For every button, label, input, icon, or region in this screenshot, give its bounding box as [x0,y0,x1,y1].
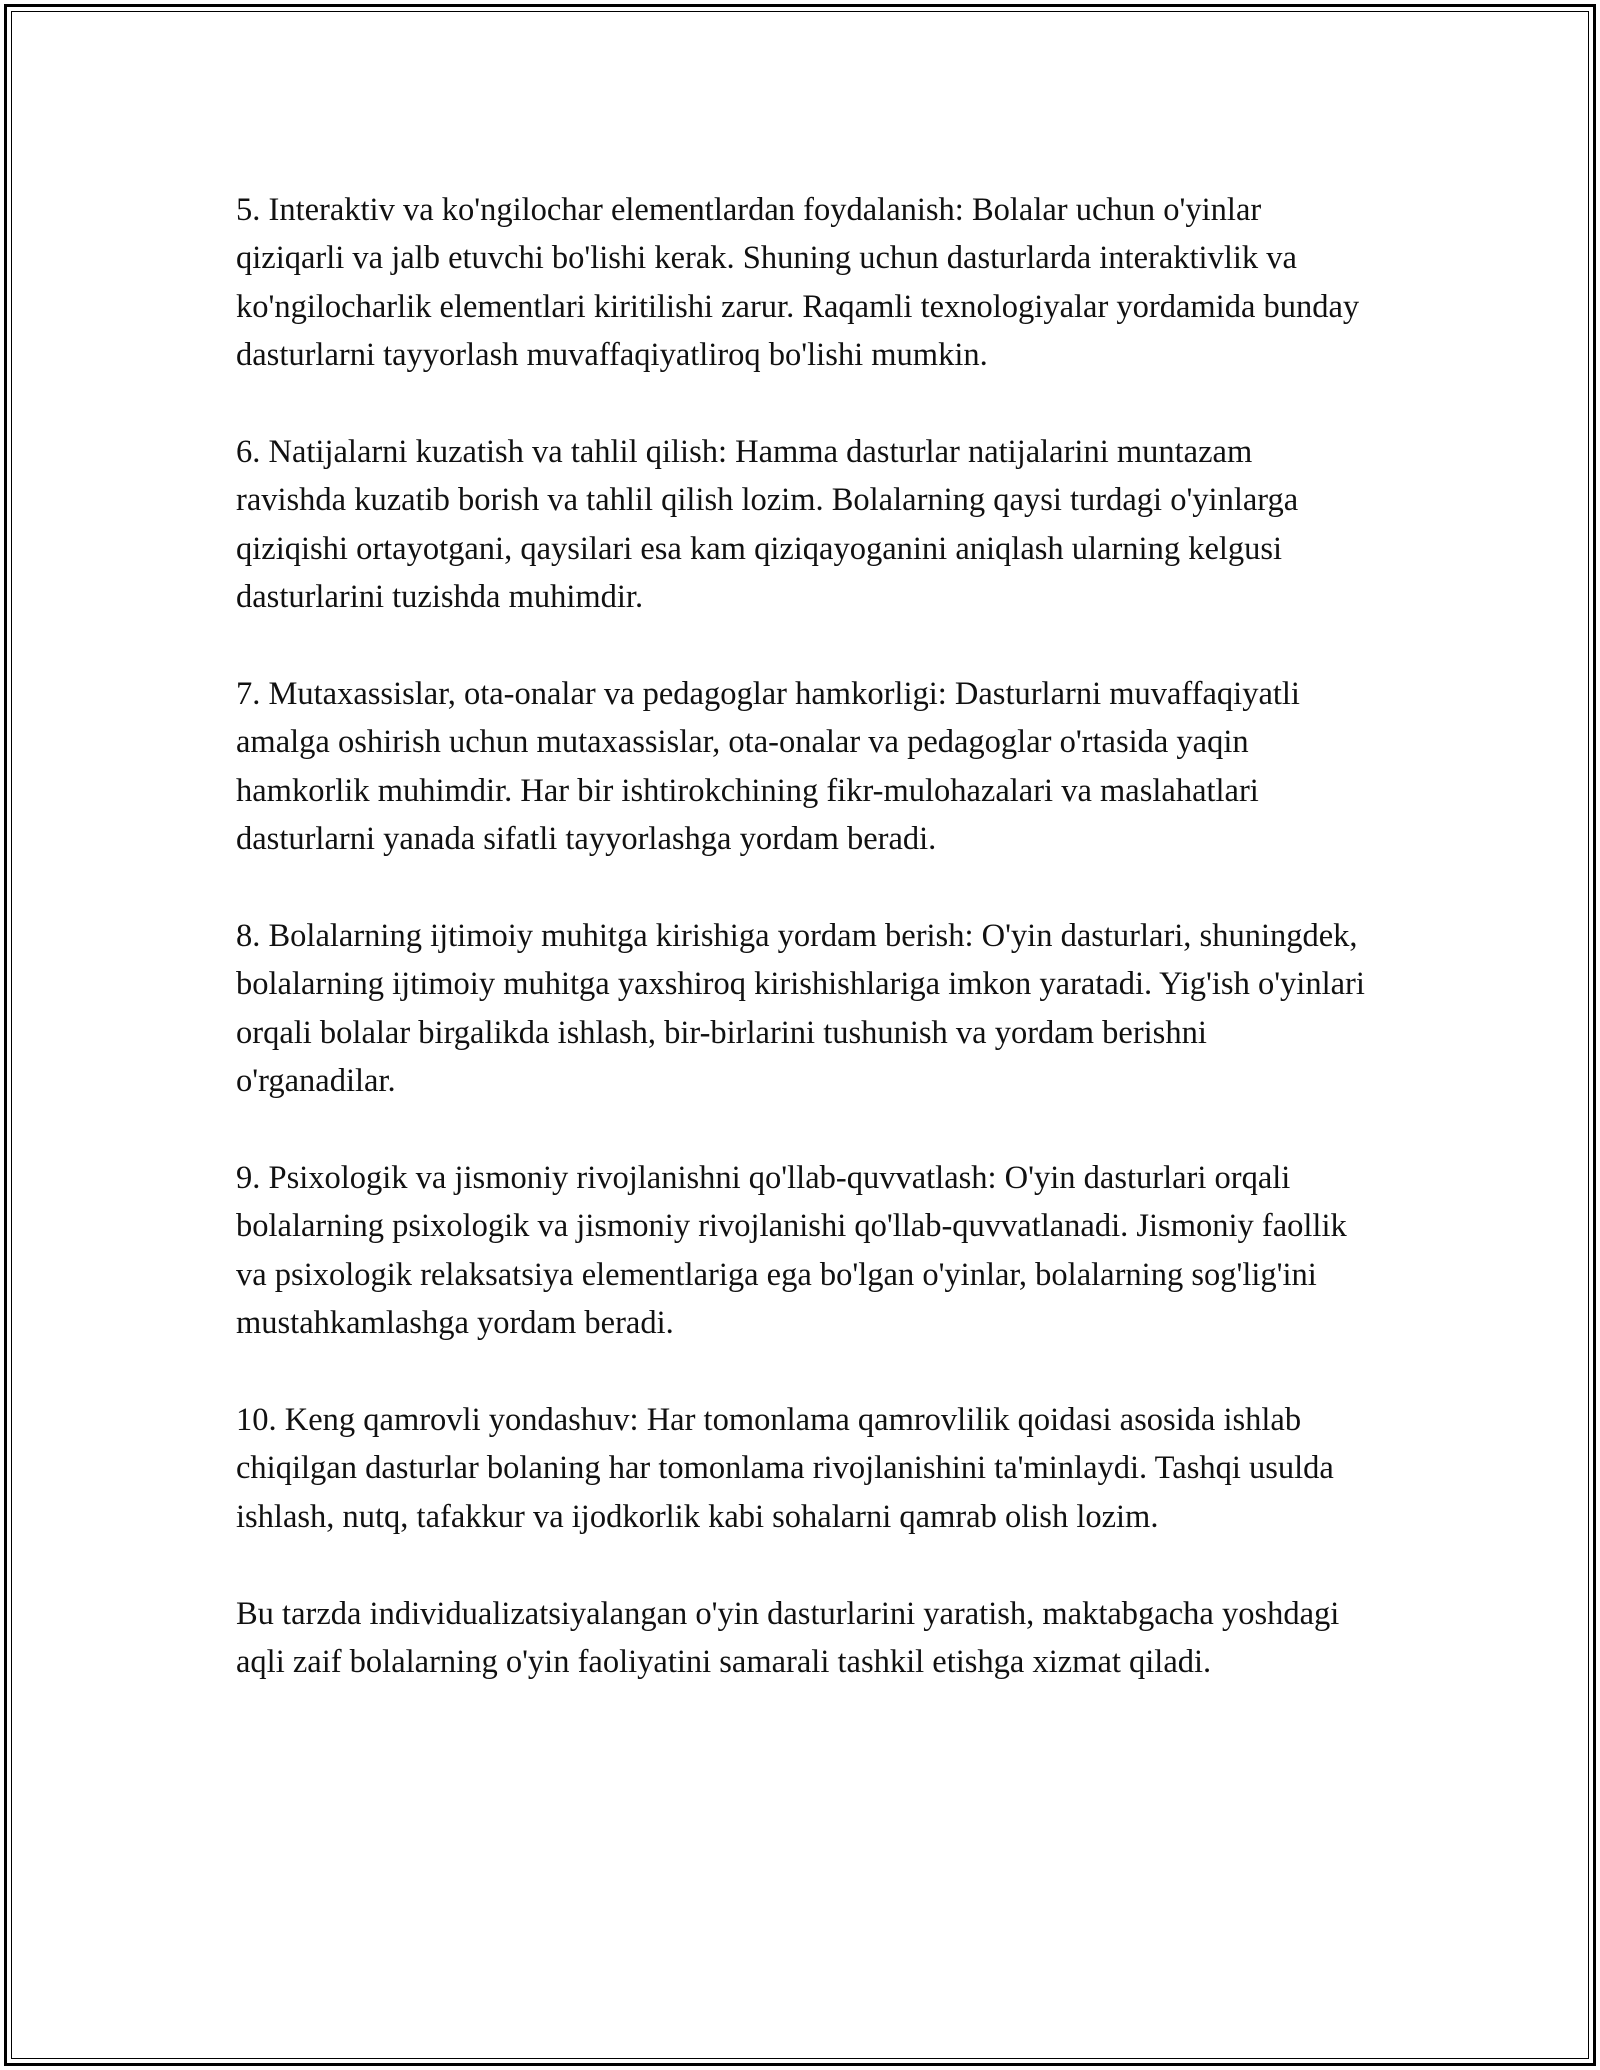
paragraph-item-9: 9. Psixologik va jismoniy rivojlanishni qo'llab-quvvatlash: O'yin dasturlari orqali bolalarning psixologik va jismoniy rivojlanishi qo'llab-quvvatlanadi. Jismoniy faollik va psixologik relaksatsiya elementlariga ega bo'lgan o'yinlar, bolalarning sog'lig'ini mustahkamlashga yordam beradi. [236,1160,1347,1342]
paragraph-item-6: 6. Natijalarni kuzatish va tahlil qilish: Hamma dasturlar natijalarini muntazam ravishda kuzatib borish va tahlil qilish lozim. Bolalarning qaysi turdagi o'yinlarga qiziqishi ortayotgani, qaysilari esa kam qiziqayoganini aniqlash ularning kelgusi dasturlarini tuzishda muhimdir. [236,434,1299,616]
paragraph-item-5: 5. Interaktiv va ko'ngilochar elementlardan foydalanish: Bolalar uchun o'yinlar qiziqarli va jalb etuvchi bo'lishi kerak. Shuning uchun dasturlarda interaktivlik va ko'ngilocharlik elementlari kiritilishi zarur. Raqamli texnologiyalar yordamida bunday dasturlarni tayyorlash muvaffaqiyatliroq bo'lishi mumkin. [236,192,1360,374]
paragraph-item-7: 7. Mutaxassislar, ota-onalar va pedagoglar hamkorligi: Dasturlarni muvaffaqiyatli amalga oshirish uchun mutaxassislar, ota-onalar va pedagoglar o'rtasida yaqin hamkorlik muhimdir. Har bir ishtirokchining fikr-mulohazalari va maslahatlari dasturlarni yanada sifatli tayyorlashga yordam beradi. [236,676,1300,858]
paragraph-item-8: 8. Bolalarning ijtimoiy muhitga kirishiga yordam berish: O'yin dasturlari, shuningdek, bolalarning ijtimoiy muhitga yaxshiroq kirishishlariga imkon yaratadi. Yig'ish o'yinlari orqali bolalar birgalikda ishlash, bir-birlarini tushunish va yordam berishni o'rganadilar. [236,918,1365,1100]
paragraph-item-10: 10. Keng qamrovli yondashuv: Har tomonlama qamrovlilik qoidasi asosida ishlab chiqilgan dasturlar bolaning har tomonlama rivojlanishini ta'minlaydi. Tashqi usulda ishlash, nutq, tafakkur va ijodkorlik kabi sohalarni qamrab olish lozim. [236,1402,1334,1535]
paragraph-conclusion: Bu tarzda individualizatsiyalangan o'yin dasturlarini yaratish, maktabgacha yoshdagi aqli zaif bolalarning o'yin faoliyatini samarali tashkil etishga xizmat qiladi. [236,1595,1340,1681]
document-body [236,186,1366,1687]
